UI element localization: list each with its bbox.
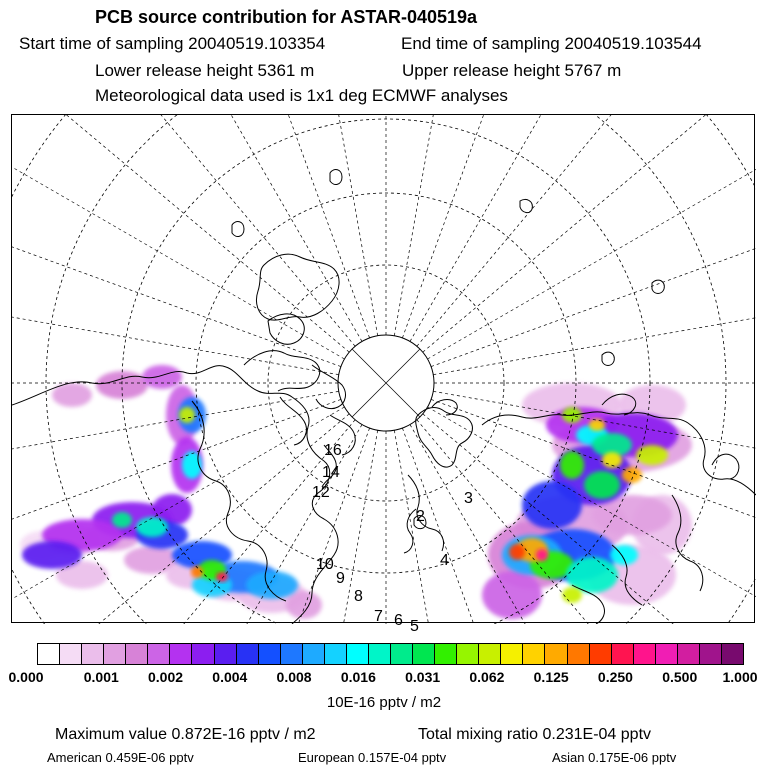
contour-label: 4 (440, 552, 449, 569)
colorbar-swatch (612, 644, 634, 664)
meridian-line (386, 349, 420, 383)
plume-cell (589, 419, 605, 431)
plume-cell (286, 591, 322, 619)
colorbar-swatch (281, 644, 303, 664)
contour-label: 14 (322, 464, 340, 481)
colorbar-swatch (325, 644, 347, 664)
map-canvas (12, 115, 756, 635)
plume-cell (509, 544, 525, 560)
colorbar-tick-label: 0.002 (148, 669, 184, 685)
contour-labels (312, 442, 473, 635)
meridian-line (352, 349, 386, 383)
contour-label: 2 (416, 508, 425, 525)
plume-cell (636, 445, 668, 465)
colorbar-tick-label: 0.500 (662, 669, 698, 685)
contour-label: 9 (336, 570, 345, 587)
maximum-value: Maximum value 0.872E-16 pptv / m2 (55, 726, 316, 743)
plume-cell (610, 545, 638, 565)
colorbar-swatch (479, 644, 501, 664)
colorbar-swatch (413, 644, 435, 664)
plume-cell (622, 467, 642, 483)
european-contribution: European 0.157E-04 pptv (298, 750, 447, 765)
colorbar-swatch (391, 644, 413, 664)
colorbar-tick-label: 0.000 (8, 669, 44, 685)
meridian-line (433, 261, 768, 374)
colorbar-swatch (303, 644, 325, 664)
colorbar-swatch (170, 644, 192, 664)
colorbar-swatch (215, 644, 237, 664)
colorbar-swatch (501, 644, 523, 664)
colorbar-swatch (457, 644, 479, 664)
meridian-line (0, 144, 341, 367)
colorbar-swatch (60, 644, 82, 664)
colorbar-swatch (259, 644, 281, 664)
plume-layer (20, 365, 692, 619)
colorbar-swatch (634, 644, 656, 664)
colorbar-swatch (523, 644, 545, 664)
colorbar-swatch (369, 644, 391, 664)
colorbar-swatch (435, 644, 457, 664)
total-mixing-ratio: Total mixing ratio 0.231E-04 pptv (418, 726, 652, 743)
contour-label: 7 (374, 608, 383, 625)
colorbar-swatch (104, 644, 126, 664)
contour-label: 3 (464, 490, 473, 507)
colorbar-swatch (237, 644, 259, 664)
start-time: Start time of sampling 20040519.103354 (19, 34, 326, 53)
colorbar-tick-label: 0.016 (340, 669, 376, 685)
colorbar-swatch (590, 644, 612, 664)
colorbar-swatch (347, 644, 369, 664)
colorbar-swatch (148, 644, 170, 664)
plume-cell (246, 571, 298, 599)
colorbar-swatch (545, 644, 567, 664)
contour-label: 10 (316, 556, 334, 573)
american-contribution: American 0.459E-06 pptv (47, 750, 194, 765)
plume-cell (112, 512, 132, 528)
plume-cell (136, 517, 168, 537)
colorbar-tick-label: 1.000 (722, 669, 758, 685)
meridian-line (352, 383, 386, 417)
plume-cell (179, 407, 195, 423)
meridian-line (0, 33, 344, 359)
contour-label: 5 (410, 618, 419, 635)
colorbar-tick-label: 0.125 (533, 669, 569, 685)
plume-cell (482, 571, 542, 619)
colorbar-swatch (700, 644, 722, 664)
colorbar-swatch (568, 644, 590, 664)
colorbar-swatch (678, 644, 700, 664)
colorbar-tick-label: 0.008 (276, 669, 312, 685)
colorbar-tick-label: 0.250 (597, 669, 633, 685)
map-title: PCB source contribution for ASTAR-040519a (95, 7, 478, 27)
colorbar-tick-label: 0.062 (469, 669, 505, 685)
colorbar-tick-label: 0.031 (405, 669, 441, 685)
colorbar-unit: 10E-16 pptv / m2 (326, 694, 442, 711)
plume-cell (142, 365, 182, 389)
meridian-line (431, 144, 768, 367)
meridian-line (386, 383, 420, 417)
colorbar-swatch (656, 644, 678, 664)
colorbar-swatch (192, 644, 214, 664)
plume-cell (522, 481, 582, 529)
polar-map (11, 114, 755, 635)
colorbar-swatch (722, 644, 743, 664)
contour-label: 12 (312, 484, 330, 501)
colorbar-swatch (126, 644, 148, 664)
end-time: End time of sampling 20040519.103544 (401, 34, 702, 53)
contour-label: 8 (354, 588, 363, 605)
plume-cell (536, 549, 548, 561)
colorbar-swatch (82, 644, 104, 664)
colorbar-tick-label: 0.001 (83, 669, 119, 685)
colorbar (37, 643, 744, 665)
plume-cell (562, 587, 582, 603)
met-data-note: Meteorological data used is 1x1 deg ECMWF analyses (95, 86, 508, 105)
colorbar-tick-label: 0.004 (212, 669, 248, 685)
contour-label: 6 (394, 612, 403, 629)
plume-cell (22, 541, 82, 569)
upper-release-height: Upper release height 5767 m (402, 61, 622, 80)
colorbar-swatch (38, 644, 60, 664)
contour-label: 16 (324, 442, 342, 459)
plume-cell (584, 471, 620, 499)
plume-cell (560, 451, 584, 479)
lower-release-height: Lower release height 5361 m (95, 61, 315, 80)
asian-contribution: Asian 0.175E-06 pptv (552, 750, 677, 765)
